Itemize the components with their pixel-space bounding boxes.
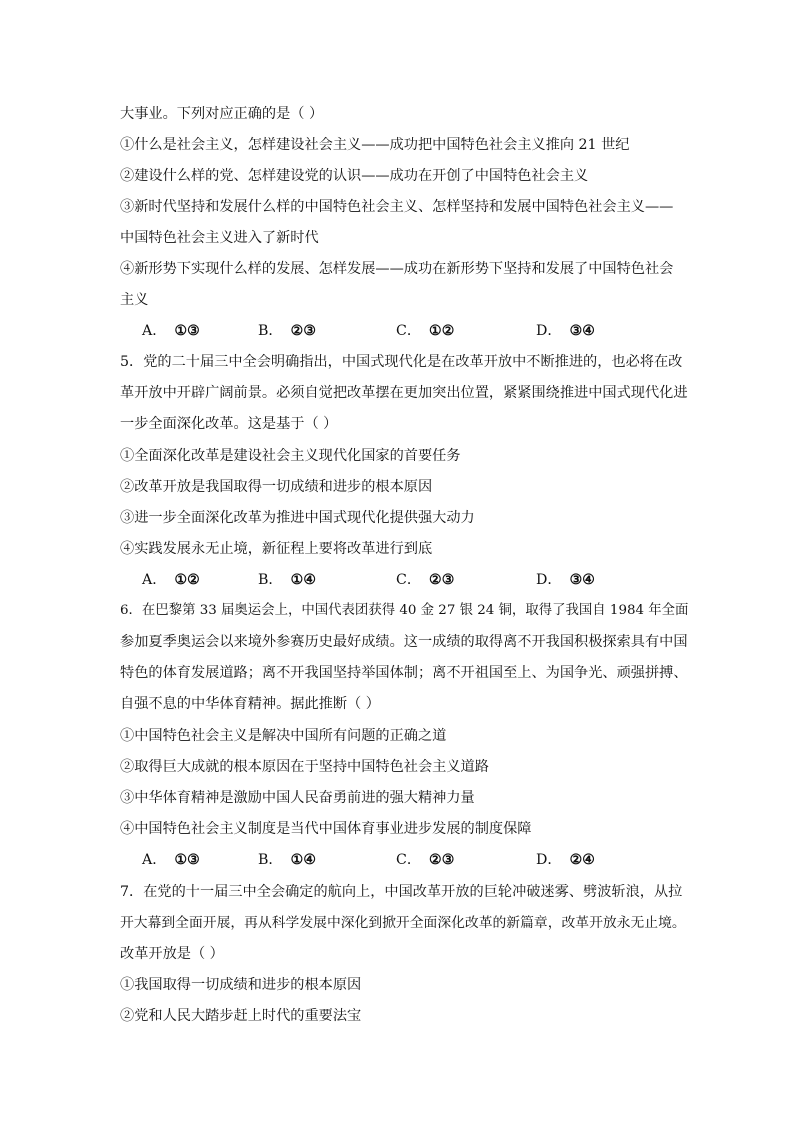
q4-item-2: ②建设什么样的党、怎样建设党的认识——成功在开创了中国特色社会主义 <box>120 168 589 184</box>
q6-stem-line-3: 特色的体育发展道路；离不开我国坚持举国体制；离不开祖国至上、为国争光、顽强拼搏、 <box>120 665 688 681</box>
q6-item-4: ④中国特色社会主义制度是当代中国体育事业进步发展的制度保障 <box>120 821 532 837</box>
q5-option-a[interactable]: A． ①② <box>142 572 200 588</box>
q5-item-3: ③进一步全面深化改革为推进中国式现代化提供强大动力 <box>120 510 475 526</box>
q6-stem-line-2: 参加夏季奥运会以来境外参赛历史最好成绩。这一成绩的取得离不开我国积极探索具有中国 <box>120 634 688 650</box>
q4-stem-tail: 大事业。下列对应正确的是（ ） <box>120 106 324 122</box>
q6-option-b[interactable]: B． ①④ <box>258 852 317 868</box>
q6-item-3: ③中华体育精神是激励中国人民奋勇前进的强大精神力量 <box>120 790 475 806</box>
q6-option-d[interactable]: D． ②④ <box>536 852 596 868</box>
q4-options <box>142 321 642 341</box>
q4-option-a[interactable]: A． ①③ <box>142 323 200 339</box>
q6-options <box>142 850 642 870</box>
q6-option-c[interactable]: C． ②③ <box>396 852 455 868</box>
q5-stem-line-1: 5．党的二十届三中全会明确指出，中国式现代化是在改革开放中不断推进的，也必将在改 <box>120 354 683 370</box>
q4-item-1: ①什么是社会主义，怎样建设社会主义——成功把中国特色社会主义推向 21 世纪 <box>120 137 630 153</box>
q5-option-c[interactable]: C． ②③ <box>396 572 455 588</box>
q5-option-d[interactable]: D． ③④ <box>536 572 596 588</box>
q7-stem-line-1: 7．在党的十一届三中全会确定的航向上，中国改革开放的巨轮冲破迷雾、劈波斩浪，从拉 <box>120 884 683 900</box>
q5-stem-line-3: 一步全面深化改革。这是基于（ ） <box>120 416 338 432</box>
q5-item-1: ①全面深化改革是建设社会主义现代化国家的首要任务 <box>120 448 461 464</box>
q5-item-2: ②改革开放是我国取得一切成绩和进步的根本原因 <box>120 479 433 495</box>
q7-item-1: ①我国取得一切成绩和进步的根本原因 <box>120 977 362 993</box>
q4-option-b[interactable]: B． ②③ <box>258 323 317 339</box>
q4-option-d[interactable]: D． ③④ <box>536 323 596 339</box>
q5-item-4: ④实践发展永无止境，新征程上要将改革进行到底 <box>120 541 433 557</box>
q6-item-1: ①中国特色社会主义是解决中国所有问题的正确之道 <box>120 728 447 744</box>
q6-stem-line-1: 6．在巴黎第 33 届奥运会上，中国代表团获得 40 金 27 银 24 铜，取得了我国自 1984 年全面 <box>120 603 689 618</box>
q4-item-4-cont: 主义 <box>120 292 149 308</box>
q5-stem-line-2: 革开放中开辟广阔前景。必须自觉把改革摆在更加突出位置，紧紧围绕推进中国式现代化进 <box>120 385 688 401</box>
q7-stem-line-3: 改革开放是（ ） <box>120 946 224 962</box>
q4-item-3: ③新时代坚持和发展什么样的中国特色社会主义、怎样坚持和发展中国特色社会主义—— <box>120 199 674 215</box>
q5-option-b[interactable]: B． ①④ <box>258 572 317 588</box>
q5-options <box>142 570 642 590</box>
q4-item-4: ④新形势下实现什么样的发展、怎样发展——成功在新形势下坚持和发展了中国特色社会 <box>120 261 674 277</box>
q7-item-2: ②党和人民大踏步赶上时代的重要法宝 <box>120 1008 362 1024</box>
q6-item-2: ②取得巨大成就的根本原因在于坚持中国特色社会主义道路 <box>120 759 489 775</box>
q4-item-3-cont: 中国特色社会主义进入了新时代 <box>120 230 319 246</box>
q4-option-c[interactable]: C． ①② <box>396 323 455 339</box>
q7-stem-line-2: 开大幕到全面开展，再从科学发展中深化到掀开全面深化改革的新篇章，改革开放永无止境。 <box>120 915 686 931</box>
q6-stem-line-4: 自强不息的中华体育精神。据此推断（ ） <box>120 696 380 712</box>
q6-option-a[interactable]: A． ①③ <box>142 852 200 868</box>
